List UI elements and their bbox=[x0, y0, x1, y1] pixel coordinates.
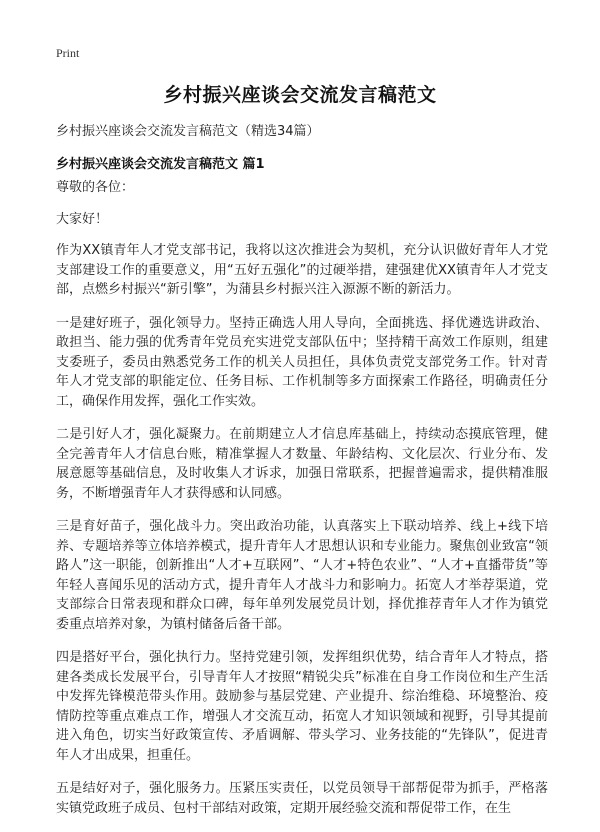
paragraph-intro: 作为XX镇青年人才党支部书记，我将以这次推进会为契机，充分认识做好青年人才党支部建设工作的重要意义，用“五好五强化”的过硬举措，建强建优XX镇青年人才党支部，点燃乡村振兴“新引擎”，为蒲县乡村振兴注入源源不断的新活力。 bbox=[56, 243, 548, 297]
paragraph-point-2: 二是引好人才，强化凝聚力。在前期建立人才信息库基础上，持续动态摸底管理，健全完善青年人才信息台账，精准掌握人才数量、年龄结构、文化层次、行业分布、发展意愿等基础信息，及时收集人才诉求，加强日常联系，把握普遍需求，提供精准服务，不断增强青年人才获得感和认同感。 bbox=[56, 427, 548, 501]
document-subtitle: 乡村振兴座谈会交流发言稿范文（精选34篇） bbox=[56, 124, 320, 139]
greeting: 大家好！ bbox=[56, 211, 109, 227]
document-title: 乡村振兴座谈会交流发言稿范文 bbox=[163, 84, 437, 106]
section-heading: 乡村振兴座谈会交流发言稿范文 篇1 bbox=[56, 157, 265, 172]
document-body bbox=[56, 178, 548, 832]
paragraph-point-5: 五是结好对子，强化服务力。压紧压实责任，以党员领导干部帮促带为抓手，严格落实镇党政班子成员、包村干部结对政策，定期开展经验交流和帮促带工作，在生 bbox=[56, 781, 548, 816]
print-label[interactable]: Print bbox=[56, 46, 80, 60]
paragraph-point-1: 一是建好班子，强化领导力。坚持正确选人用人导向，全面挑选、择优遴选讲政治、敢担当、能力强的优秀青年党员充实进党支部队伍中；坚持精干高效工作原则，组建支委班子，委员由熟悉党务工作的机关人员担任，具体负责党支部党务工作。针对青年人才党支部的职能定位、任务目标、工作机制等多方面探索工作路径，明确责任分工，确保作用发挥，强化工作实效。 bbox=[56, 315, 548, 409]
paragraph-point-4: 四是搭好平台，强化执行力。坚持党建引领，发挥组织优势，结合青年人才特点，搭建各类成长发展平台，引导青年人才按照“精锐尖兵”标准在自身工作岗位和生产生活中发挥先锋模范带头作用。鼓励参与基层党建、产业提升、综治维稳、环境整治、疫情防控等重点难点工作，增强人才交流互动，拓宽人才知识领域和视野，引导其提前进入角色，切实当好政策宣传、矛盾调解、带头学习、业务技能的“先锋队”，促进青年人才出成果，担重任。 bbox=[56, 650, 548, 763]
salutation: 尊敬的各位： bbox=[56, 180, 135, 195]
paragraph-point-3: 三是育好苗子，强化战斗力。突出政治功能，认真落实上下联动培养、线上+线下培养、专题培养等立体培养模式，提升青年人才思想认识和专业能力。聚焦创业致富“领路人”这一职能，创新推出“人才+互联网”、“人才+特色农业”、“人才+直播带货”等年轻人喜闻乐见的活动方式，提升青年人才战斗力和影响力。拓宽人才举荐渠道，党支部综合日常表现和群众口碑，每年单列发展党员计划，择优推荐青年人才作为镇党委重点培养对象，为镇村储备后备干部。 bbox=[56, 519, 548, 632]
